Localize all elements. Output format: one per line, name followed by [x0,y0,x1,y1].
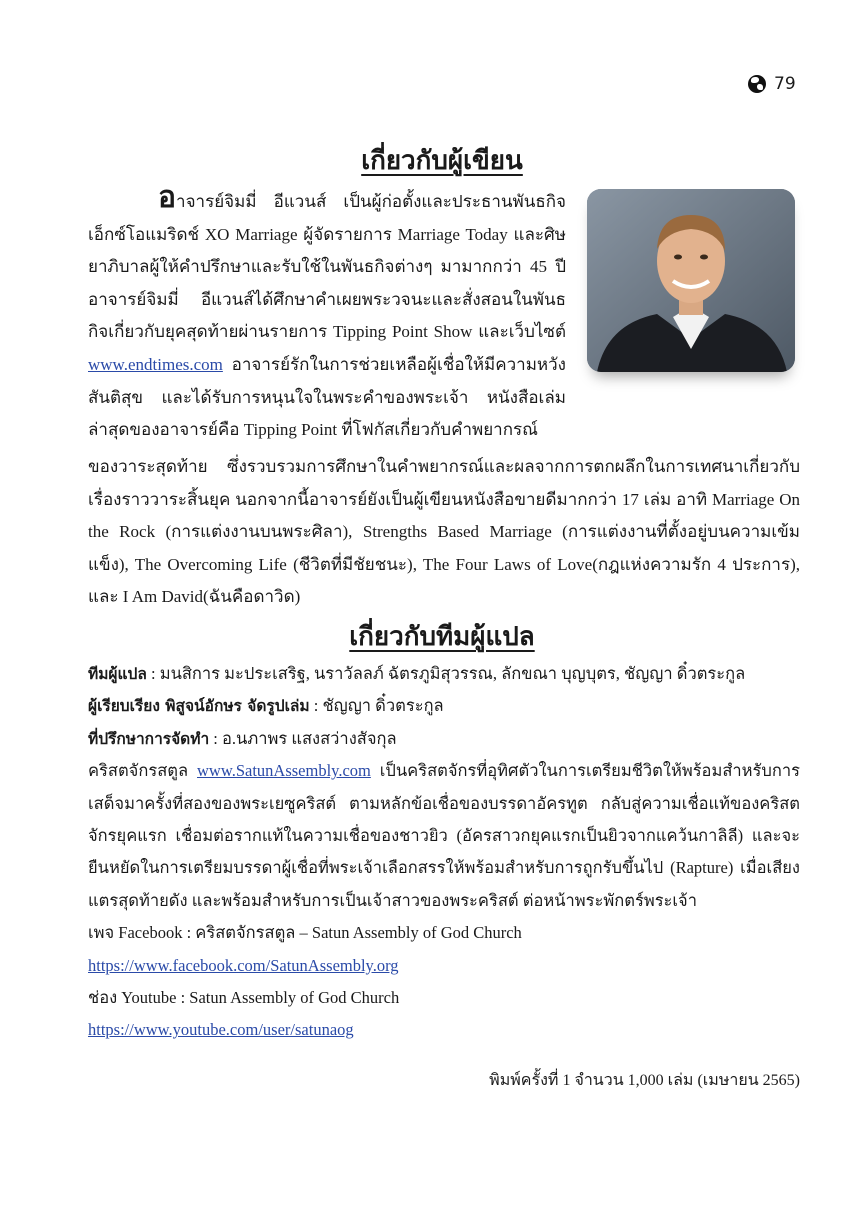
advisor-line [88,723,800,755]
team-line [88,658,800,690]
church-paragraph [88,755,800,917]
intro-text-2: อาจารย์รักในการช่วยเหลือผู้เชื่อให้มีความหวัง สันติสุข และได้รับการหนุนใจในพระคำของพระเจ้า หนังสือเล่มล่าสุดของอาจารย์คือ Tipping Point ที่โฟกัสเกี่ยวกับคำพยากรณ์ [88,354,566,440]
intro-text: าจารย์จิมมี่ อีแวนส์ เป็นผู้ก่อตั้งและประธานพันธกิจเอ็กซ์โอแมริดช์ XO Marriage ผู้จัดรายการ Marriage Today และศิษยาภิบาลผู้ให้คำปรึกษาและรับใช้ในพันธกิจต่างๆ มามากกว่า 45 ปี อาจารย์จิมมี่ อีแวนส์ได้ศึกษาคำเผยพระวจนะและสั่งสอนในพันธกิจเกี่ยวกับยุคสุดท้ายผ่านรายการ Tipping Point Show และเว็บไซต์ [88,192,566,342]
author-photo [587,189,795,372]
team-label: ทีมผู้แปล [88,665,147,683]
youtube-label: ช่อง Youtube : Satun Assembly of God Church [88,988,400,1008]
facebook-label: เพจ Facebook : คริสตจักรสตูล – Satun Assembly of God Church [88,923,522,943]
author-portrait-image [587,189,795,372]
editor-line [88,690,800,722]
team-value: : มนสิการ มะประเสริฐ, นราวัลลภ์ ฉัตรภูมิสุวรรณ, ลักขณา บุญบุตร, ชัญญา ดิ๋วตระกูล [146,664,746,683]
satun-assembly-link[interactable]: www.SatunAssembly.com [197,761,371,781]
author-section-title: เกี่ยวกับผู้เขียน [361,146,523,176]
editor-label: ผู้เรียบเรียง พิสูจน์อักษร จัดรูปเล่ม [88,697,310,716]
endtimes-link[interactable]: www.endtimes.com [88,354,223,374]
page-number-text: 79 [774,74,796,94]
translation-section-title: เกี่ยวกับทีมผู้แปล [349,622,535,652]
advisor-label: ที่ปรึกษาการจัดทำ [88,729,210,748]
translation-credits [88,658,800,1047]
globe-icon [748,75,766,93]
dropcap-letter: อ [158,180,177,215]
advisor-value: : อ.นภาพร แสงสว่างสัจกุล [209,728,397,748]
editor-value: : ชัญญา ดิ๋วตระกูล [309,696,444,716]
author-intro-paragraph [88,182,566,447]
facebook-link[interactable]: https://www.facebook.com/SatunAssembly.org [88,955,399,975]
church-text-1: คริสตจักรสตูล [88,761,198,781]
youtube-link[interactable]: https://www.youtube.com/user/satunaog [88,1020,354,1040]
page-number [748,74,796,94]
print-info: พิมพ์ครั้งที่ 1 จำนวน 1,000 เล่ม (เมษายน 2565) [489,1072,800,1089]
church-text-2: เป็นคริสตจักรที่อุทิศตัวในการเตรียมชีวิตให้พร้อมสำหรับการเสด็จมาครั้งที่สองของพระเยซูคริสต์ ตามหลักข้อเชื่อของบรรดาอัครทูต กลับสู่ความเชื่อแท้ของคริสตจักรยุคแรก เชื่อมต่อรากแท้ในความเชื่อของชาวยิว (อัครสาวกยุคแรกเป็นยิวจากแคว้นกาลิลี) และจะยืนหยัดในการเตรียมบรรดาผู้เชื่อที่พระเจ้าเลือกสรรให้พร้อมสำหรับการถูกรับขึ้นไป (Rapture) เมื่อเสียงแตรสุดท้ายดัง และพร้อมสำหรับการเป็นเจ้าสาวของพระคริสต์ ต่อหน้าพระพักตร์พระเจ้า [88,761,801,910]
author-continued-paragraph: ของวาระสุดท้าย ซึ่งรวบรวมการศึกษาในคำพยากรณ์และผลจากการตกผลึกในการเทศนาเกี่ยวกับเรื่องราววาระสิ้นยุค นอกจากนี้อาจารย์ยังเป็นผู้เขียนหนังสือขายดีมากกว่า 17 เล่ม อาทิ Marriage On the Rock (การแต่งงานบนพระศิลา), Strengths Based Marriage (การแต่งงานที่ตั้งอยู่บนความเข้มแข็ง), The Overcoming Life (ชีวิตที่มีชัยชนะ), The Four Laws of Love(กฎแห่งความรัก 4 ประการ), และ I Am David(ฉันคือดาวิด) [88,457,800,607]
